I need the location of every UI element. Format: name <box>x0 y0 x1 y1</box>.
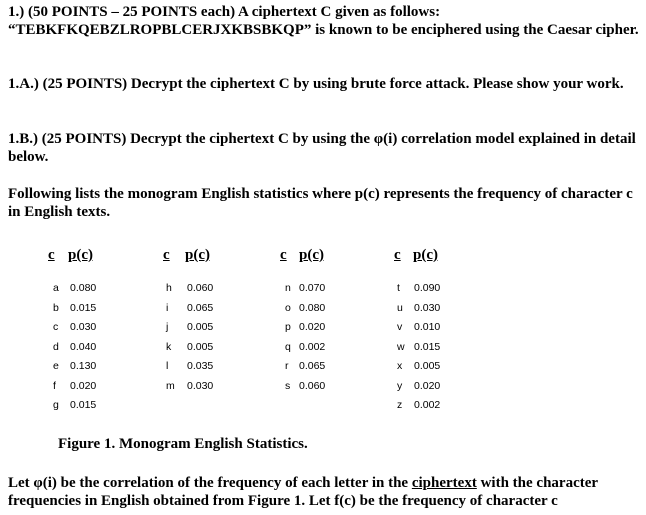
table-frequency: 0.020 <box>299 321 326 333</box>
table-frequency: 0.002 <box>414 399 441 411</box>
table-frequency: 0.020 <box>70 379 97 392</box>
footer-before: Let φ(i) be the correlation of the frequency of each letter in the <box>8 475 412 491</box>
table-letter: z <box>397 399 403 411</box>
table-frequency: 0.080 <box>299 301 326 314</box>
table-frequency: 0.002 <box>299 340 326 353</box>
table-frequency: 0.035 <box>187 360 214 372</box>
table-frequency: 0.090 <box>414 282 441 294</box>
table-frequency: 0.015 <box>70 301 97 314</box>
table-letter: y <box>397 379 403 392</box>
table-letter: e <box>53 360 59 372</box>
question-intro: 1.) (50 POINTS – 25 POINTS each) A ciphertext C given as follows: “TEBKFKQEBZLROPBLCERJXKBSBKQP” is known to be enciphered using the Caesar cipher. <box>8 4 639 38</box>
table-letter: g <box>53 399 59 411</box>
table-letter: f <box>53 379 56 392</box>
table-header-pc: p(c) <box>68 247 93 263</box>
table-letter: i <box>166 301 169 314</box>
table-letter: p <box>285 321 291 333</box>
table-frequency: 0.005 <box>187 340 214 353</box>
table-header-c: c <box>394 247 401 263</box>
table-letter: v <box>397 321 403 333</box>
footer-after: with the character frequencies in English obtained from Figure 1. Let f(c) be the frequency of character c <box>8 475 598 509</box>
table-letter: r <box>285 360 289 372</box>
table-frequency: 0.060 <box>299 379 326 392</box>
table-letter: u <box>397 301 403 314</box>
table-frequency: 0.030 <box>70 321 97 333</box>
table-letter: a <box>53 282 59 294</box>
question-part-b: 1.B.) (25 POINTS) Decrypt the ciphertext C by using the φ(i) correlation model explained in detail below. <box>8 131 636 165</box>
table-letter: b <box>53 301 59 314</box>
table-frequency: 0.030 <box>414 301 441 314</box>
stats-intro: Following lists the monogram English statistics where p(c) represents the frequency of character c in English texts. <box>8 186 633 220</box>
table-letter: m <box>166 379 175 392</box>
table-frequency: 0.015 <box>414 340 441 353</box>
table-frequency: 0.060 <box>187 282 214 294</box>
table-header-c: c <box>280 247 287 263</box>
table-frequency: 0.010 <box>414 321 441 333</box>
table-frequency: 0.005 <box>187 321 214 333</box>
table-frequency: 0.130 <box>70 360 97 372</box>
ciphertext-link[interactable]: ciphertext <box>411 475 477 491</box>
figure-caption: Figure 1. Monogram English Statistics. <box>58 436 308 452</box>
table-frequency: 0.020 <box>414 379 441 392</box>
table-header-pc: p(c) <box>299 247 324 263</box>
table-frequency: 0.015 <box>70 399 97 411</box>
table-letter: c <box>53 321 59 333</box>
table-header-c: c <box>48 247 55 263</box>
table-header-pc: p(c) <box>413 247 438 263</box>
table-letter: k <box>166 340 172 353</box>
table-letter: x <box>397 360 403 372</box>
table-frequency: 0.080 <box>70 282 97 294</box>
table-header-c: c <box>163 247 170 263</box>
question-part-a: 1.A.) (25 POINTS) Decrypt the ciphertext C by using brute force attack. Please show your work. <box>8 76 624 92</box>
table-frequency: 0.065 <box>187 301 214 314</box>
table-frequency: 0.040 <box>70 340 97 353</box>
table-letter: q <box>285 340 291 353</box>
footer-text <box>8 474 640 510</box>
table-letter: n <box>285 282 291 294</box>
table-letter: o <box>285 301 291 314</box>
table-letter: w <box>397 340 405 353</box>
table-header-pc: p(c) <box>185 247 210 263</box>
table-frequency: 0.065 <box>299 360 326 372</box>
table-letter: s <box>285 379 291 392</box>
table-letter: d <box>53 340 59 353</box>
table-letter: t <box>397 282 400 294</box>
table-frequency: 0.005 <box>414 360 441 372</box>
table-frequency: 0.070 <box>299 282 326 294</box>
table-letter: h <box>166 282 172 294</box>
table-letter: j <box>166 321 169 333</box>
table-letter: l <box>166 360 169 372</box>
table-frequency: 0.030 <box>187 379 214 392</box>
